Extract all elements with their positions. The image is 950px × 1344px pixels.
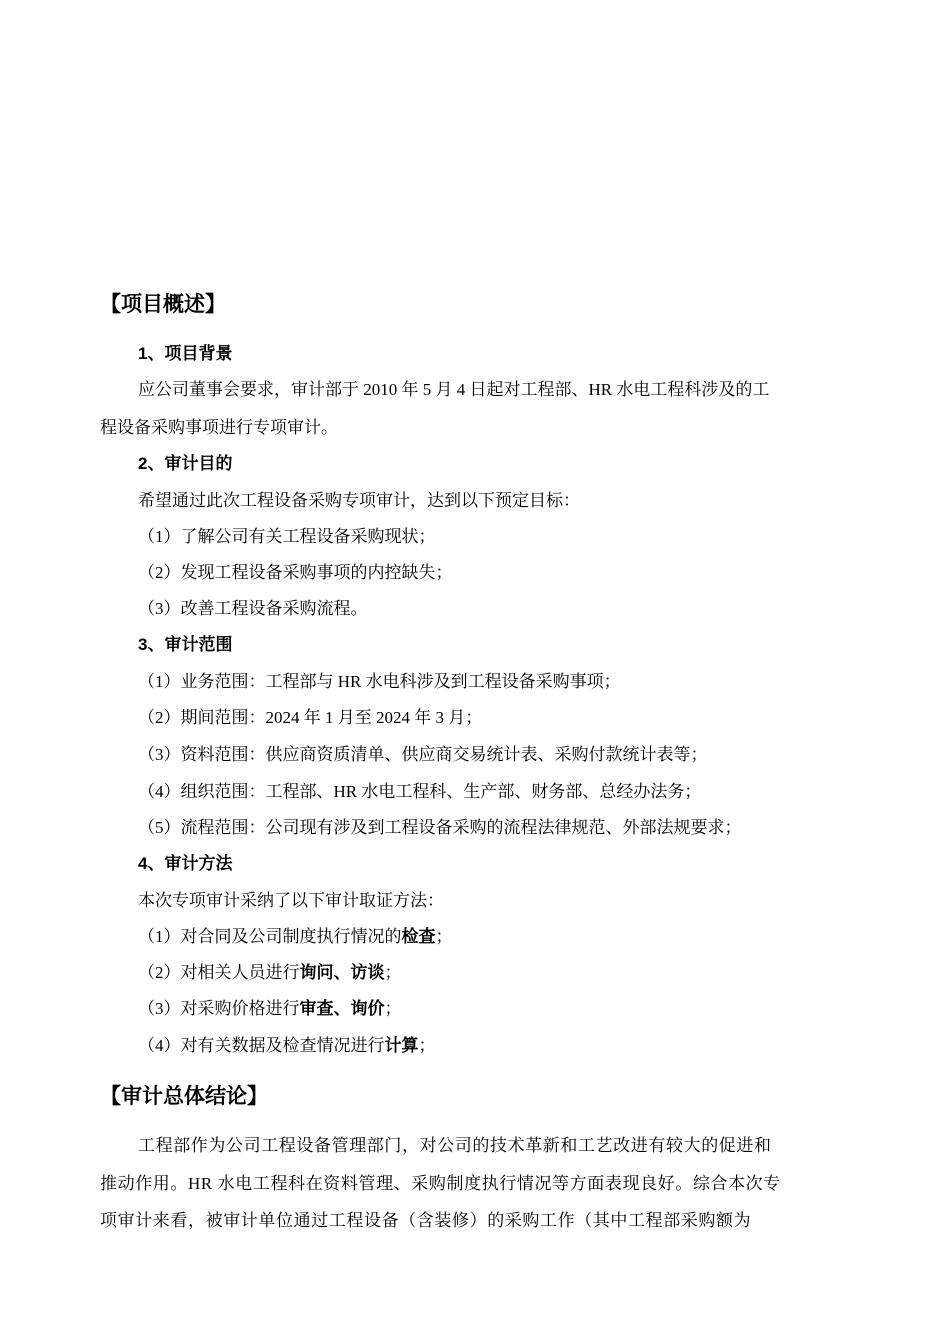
paragraph-conclusion-line-2: 推动作用。HR 水电工程科在资料管理、采购制度执行情况等方面表现良好。综合本次专 xyxy=(100,1174,781,1193)
method-4-text: （4）对有关数据及检查情况进行 xyxy=(138,1036,385,1055)
method-3-end: ； xyxy=(384,999,402,1018)
paragraph-background-line-1: 应公司董事会要求，审计部于 2010 年 5 月 4 日起对工程部、HR 水电工程科涉及的工 xyxy=(138,380,770,399)
method-4-end: ； xyxy=(418,1036,436,1055)
paragraph-method-intro: 本次专项审计采纳了以下审计取证方法： xyxy=(138,891,444,910)
method-2-keyword: 询问、访谈 xyxy=(299,963,385,982)
list-item-method-4 xyxy=(138,1034,436,1058)
paragraph-conclusion-line-1: 工程部作为公司工程设备管理部门，对公司的技术革新和工艺改进有较大的促进和 xyxy=(138,1136,772,1155)
list-item-purpose-3: （3）改善工程设备采购流程。 xyxy=(138,599,368,618)
method-2-end: ； xyxy=(384,963,402,982)
method-1-end: ； xyxy=(435,927,453,946)
method-4-keyword: 计算 xyxy=(384,1036,419,1055)
list-item-scope-3: （3）资料范围：供应商资质清单、供应商交易统计表、采购付款统计表等； xyxy=(138,745,708,764)
method-3-keyword: 审查、询价 xyxy=(299,999,385,1018)
paragraph-conclusion-line-3: 项审计来看，被审计单位通过工程设备（含装修）的采购工作（其中工程部采购额为 xyxy=(100,1211,752,1230)
list-item-method-3 xyxy=(138,997,402,1021)
method-1-keyword: 检查 xyxy=(401,927,436,946)
section-heading-conclusion: 【审计总体结论】 xyxy=(100,1085,268,1108)
method-3-text: （3）对采购价格进行 xyxy=(138,999,300,1018)
subheading-scope: 3、审计范围 xyxy=(138,635,233,654)
list-item-purpose-2: （2）发现工程设备采购事项的内控缺失； xyxy=(138,563,453,582)
subheading-background: 1、项目背景 xyxy=(138,344,233,363)
list-item-scope-1: （1）业务范围：工程部与 HR 水电科涉及到工程设备采购事项； xyxy=(138,672,621,691)
list-item-scope-5: （5）流程范围：公司现有涉及到工程设备采购的流程法律规范、外部法规要求； xyxy=(138,818,742,837)
paragraph-background-line-2: 程设备采购事项进行专项审计。 xyxy=(100,418,338,437)
list-item-scope-2: （2）期间范围：2024 年 1 月至 2024 年 3 月； xyxy=(138,708,483,727)
subheading-method: 4、审计方法 xyxy=(138,854,233,873)
paragraph-purpose-intro: 希望通过此次工程设备采购专项审计，达到以下预定目标： xyxy=(138,491,580,510)
list-item-scope-4: （4）组织范围：工程部、HR 水电工程科、生产部、财务部、总经办法务； xyxy=(138,782,702,801)
section-heading-overview: 【项目概述】 xyxy=(100,293,226,316)
method-1-text: （1）对合同及公司制度执行情况的 xyxy=(138,927,402,946)
list-item-method-1 xyxy=(138,925,453,949)
list-item-method-2 xyxy=(138,961,402,985)
list-item-purpose-1: （1）了解公司有关工程设备采购现状； xyxy=(138,527,436,546)
method-2-text: （2）对相关人员进行 xyxy=(138,963,300,982)
subheading-purpose: 2、审计目的 xyxy=(138,454,233,473)
